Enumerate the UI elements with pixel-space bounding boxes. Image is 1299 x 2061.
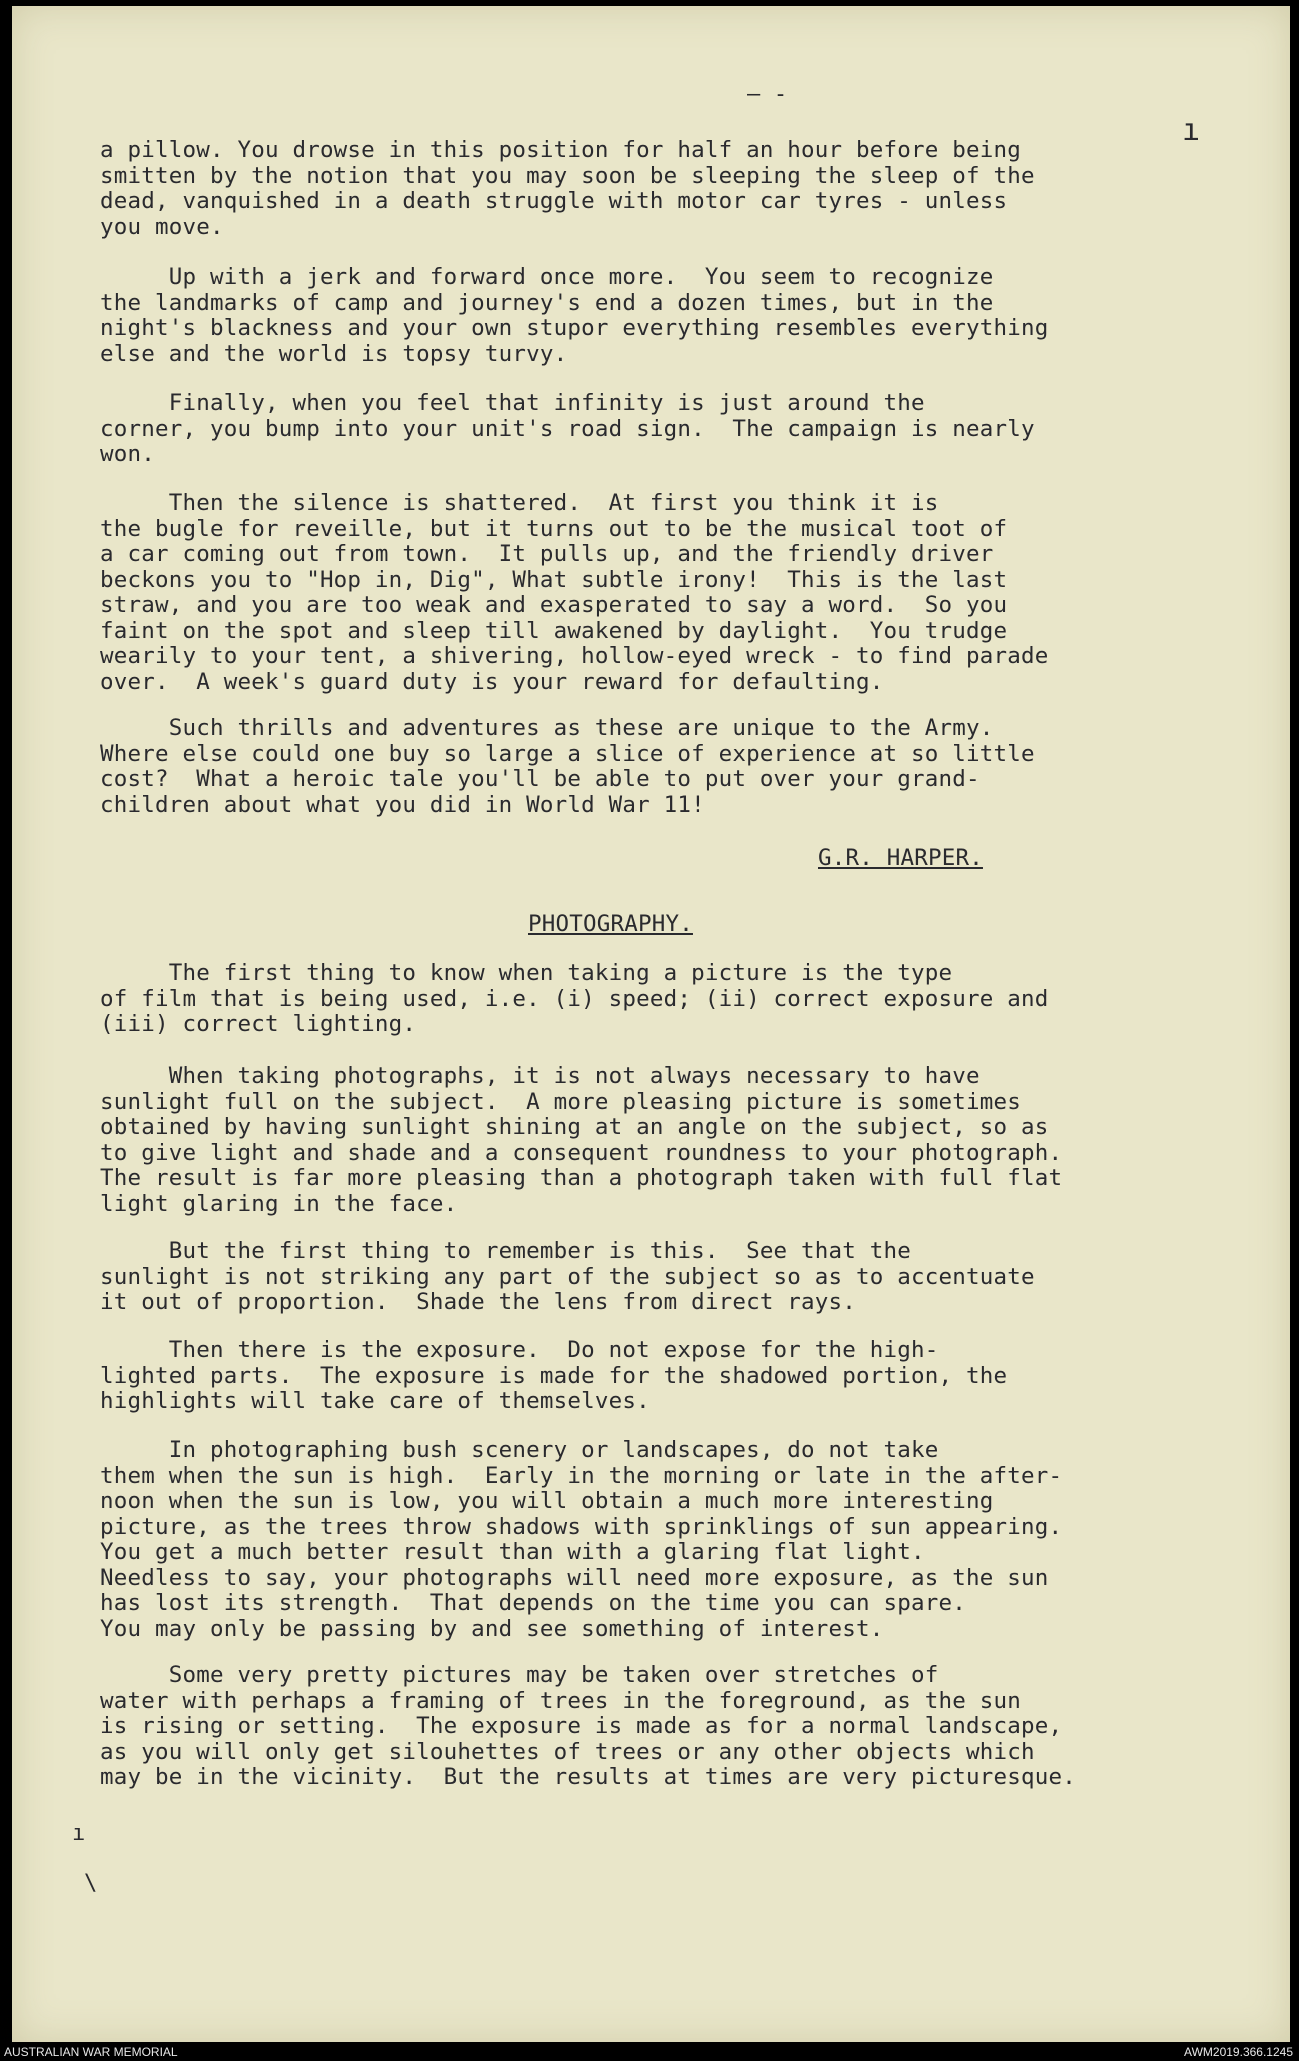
text-line: cost? What a heroic tale you'll be able to put over your grand-: [100, 766, 980, 792]
typed-text: [12, 6, 1290, 2042]
archive-footer: [0, 2043, 1299, 2061]
text-line: You get a much better result than with a glaring flat light.: [100, 1539, 925, 1565]
text-line: You may only be passing by and see something of interest.: [100, 1615, 884, 1642]
paragraph-4: [100, 491, 1048, 695]
margin-tick-right: ı: [1182, 113, 1201, 148]
paragraph-5: [100, 716, 1035, 818]
text-line: of film that is being used, i.e. (i) speed; (ii) correct exposure and: [100, 985, 1049, 1012]
text-line: Some very pretty pictures may be taken over stretches of: [100, 1662, 939, 1688]
page-top-dash: — -: [747, 82, 788, 107]
text-line: water with perhaps a framing of trees in the foreground, as the sun: [100, 1687, 1021, 1714]
paragraph-1: [100, 138, 1035, 240]
text-line: faint on the spot and sleep till awakened by daylight. You trudge: [100, 617, 1008, 644]
text-line: children about what you did in World War 11!: [100, 791, 705, 818]
text-line: Where else could one buy so large a slice of experience at so little: [100, 740, 1035, 767]
document-page: [12, 6, 1290, 2042]
paragraph-9: [100, 1338, 1007, 1415]
text-line: is rising or setting. The exposure is made as for a normal landscape,: [100, 1713, 1063, 1739]
text-line: the landmarks of camp and journey's end a dozen times, but in the: [100, 289, 994, 316]
text-line: noon when the sun is low, you will obtain a much more interesting: [100, 1488, 994, 1514]
text-line: The first thing to know when taking a picture is the type: [100, 960, 953, 986]
text-line: you move.: [100, 213, 224, 240]
text-line: may be in the vicinity. But the results at times are very picturesque.: [100, 1764, 1076, 1790]
text-line: Such thrills and adventures as these are unique to the Army.: [100, 715, 994, 741]
text-line: a car coming out from town. It pulls up, and the friendly driver: [100, 541, 994, 567]
paragraph-8: [100, 1239, 1035, 1316]
text-line: Needless to say, your photographs will need more exposure, as the sun: [100, 1564, 1049, 1591]
text-line: it out of proportion. Shade the lens from direct rays.: [100, 1289, 857, 1315]
text-line: to give light and shade and a consequent roundness to your photograph.: [100, 1139, 1063, 1166]
text-line: light glaring in the face.: [100, 1190, 458, 1217]
text-line: obtained by having sunlight shining at an angle on the subject, so as: [100, 1114, 1049, 1140]
text-line: else and the world is topsy turvy.: [100, 340, 568, 367]
text-line: highlights will take care of themselves.: [100, 1388, 650, 1414]
text-line: Up with a jerk and forward once more. You seem to recognize: [100, 264, 994, 290]
paragraph-3: [100, 391, 1035, 468]
text-line: corner, you bump into your unit's road sign. The campaign is nearly: [100, 415, 1035, 442]
text-line: as you will only get silouhettes of trees or any other objects which: [100, 1738, 1035, 1765]
text-line: smitten by the notion that you may soon be sleeping the sleep of the: [100, 162, 1035, 189]
paragraph-2: [100, 265, 1048, 367]
text-line: Finally, when you feel that infinity is just around the: [100, 390, 925, 416]
paragraph-11: [100, 1663, 1076, 1791]
text-line: But the first thing to remember is this. See that the: [100, 1238, 912, 1264]
footer-accession-number: AWM2019.366.1245: [1184, 2045, 1293, 2059]
text-line: over. A week's guard duty is your reward for defaulting.: [100, 668, 884, 695]
paragraph-7: [100, 1064, 1062, 1217]
margin-tick-left: ı: [72, 1821, 86, 1846]
text-line: When taking photographs, it is not always necessary to have: [100, 1063, 980, 1089]
footer-institution: AUSTRALIAN WAR MEMORIAL: [4, 2045, 178, 2059]
text-line: wearily to your tent, a shivering, hollow-eyed wreck - to find parade: [100, 643, 1049, 669]
text-line: has lost its strength. That depends on the time you can spare.: [100, 1590, 967, 1616]
text-line: night's blackness and your own stupor everything resembles everything: [100, 315, 1049, 341]
text-line: The result is far more pleasing than a photograph taken with full flat: [100, 1165, 1063, 1191]
paragraph-6: [100, 961, 1048, 1038]
text-line: a pillow. You drowse in this position for half an hour before being: [100, 137, 1021, 163]
text-line: the bugle for reveille, but it turns out to be the musical toot of: [100, 515, 1008, 542]
paragraph-10: [100, 1438, 1062, 1642]
text-line: picture, as the trees throw shadows with sprinklings of sun appearing.: [100, 1513, 1063, 1540]
text-line: (iii) correct lighting.: [100, 1011, 417, 1037]
text-line: sunlight full on the subject. A more pleasing picture is sometimes: [100, 1088, 1021, 1115]
text-line: them when the sun is high. Early in the morning or late in the after-: [100, 1462, 1063, 1489]
text-line: In photographing bush scenery or landscapes, do not take: [100, 1437, 939, 1463]
text-line: dead, vanquished in a death struggle with motor car tyres - unless: [100, 188, 1008, 214]
text-line: straw, and you are too weak and exasperated to say a word. So you: [100, 592, 1008, 618]
text-line: lighted parts. The exposure is made for the shadowed portion, the: [100, 1362, 1008, 1389]
signature: G.R. HARPER.: [818, 845, 983, 871]
text-line: Then the silence is shattered. At first you think it is: [100, 490, 939, 516]
margin-tick-left-2: \: [84, 1871, 98, 1896]
text-line: Then there is the exposure. Do not expose for the high-: [100, 1337, 939, 1363]
text-line: beckons you to "Hop in, Dig", What subtle irony! This is the last: [100, 566, 1008, 593]
text-line: won.: [100, 441, 155, 467]
section-heading: PHOTOGRAPHY.: [528, 911, 693, 937]
text-line: sunlight is not striking any part of the subject so as to accentuate: [100, 1263, 1035, 1290]
